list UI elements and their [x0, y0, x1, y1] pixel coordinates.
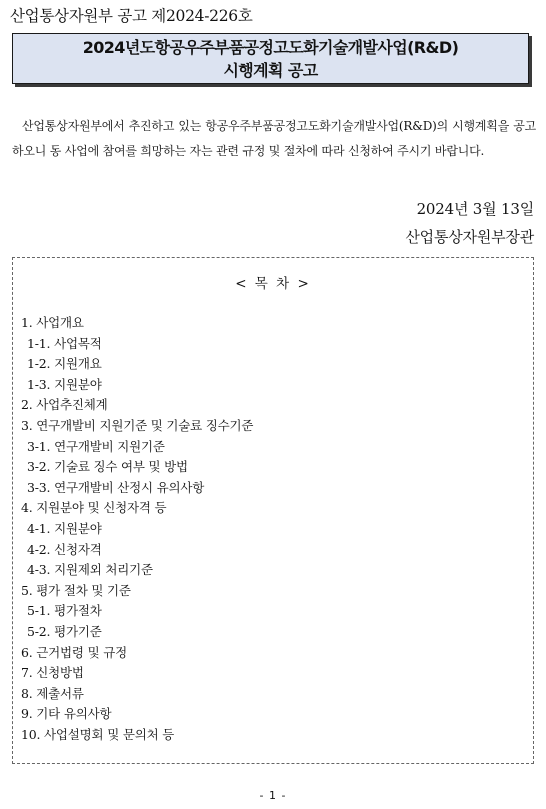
- toc-item: 4-1. 지원분야: [27, 520, 102, 536]
- toc-item: 3. 연구개발비 지원기준 및 기술료 징수기준: [21, 417, 254, 433]
- toc-item: 5-2. 평가기준: [27, 623, 102, 639]
- toc-item: 5-1. 평가절차: [27, 603, 102, 619]
- toc-item: 7. 신청방법: [21, 665, 84, 681]
- notice-number: 산업통상자원부 공고 제2024-226호: [10, 7, 253, 25]
- toc-item: 1-1. 사업목적: [27, 335, 102, 351]
- signer: 산업통상자원부장관: [405, 228, 534, 246]
- toc-item: 1-3. 지원분야: [27, 376, 102, 392]
- toc-item: 6. 근거법령 및 규정: [21, 644, 127, 660]
- toc-item: 4-2. 신청자격: [27, 541, 102, 557]
- title-line-1: 2024년도항공우주부품공정고도화기술개발사업(R&D): [82, 37, 459, 57]
- title-box: [12, 33, 529, 84]
- toc-heading: < 목 차 >: [235, 276, 311, 292]
- toc-item: 10. 사업설명회 및 문의처 등: [21, 726, 175, 742]
- toc-item: 4. 지원분야 및 신청자격 등: [21, 500, 167, 516]
- toc-list: [21, 313, 253, 745]
- title-line-2: 시행계획 공고: [223, 60, 318, 80]
- toc-item: 3-1. 연구개발비 지원기준: [27, 438, 165, 454]
- toc-item: 3-3. 연구개발비 산정시 유의사항: [27, 479, 205, 495]
- toc-item: 1. 사업개요: [21, 315, 84, 330]
- intro-paragraph: 산업통상자원부에서 추진하고 있는 항공우주부품공정고도화기술개발사업(R&D)의 시행계획을 공고하오니 동 사업에 참여를 희망하는 자는 관련 규정 및 절차에 따라 신청하여 주시기 바랍니다.: [12, 119, 536, 158]
- announcement-date: 2024년 3월 13일: [416, 200, 534, 218]
- toc-item: 2. 사업추진체계: [21, 397, 108, 413]
- toc-item: 3-2. 기술료 징수 여부 및 방법: [27, 459, 188, 475]
- toc-item: 8. 제출서류: [21, 685, 84, 701]
- table-of-contents: [12, 257, 534, 764]
- page-number: - 1 -: [259, 789, 287, 802]
- toc-item: 5. 평가 절차 및 기준: [21, 582, 131, 598]
- toc-item: 9. 기타 유의사항: [21, 706, 112, 722]
- toc-item: 1-2. 지원개요: [27, 356, 102, 372]
- toc-item: 4-3. 지원제외 처리기준: [27, 562, 153, 578]
